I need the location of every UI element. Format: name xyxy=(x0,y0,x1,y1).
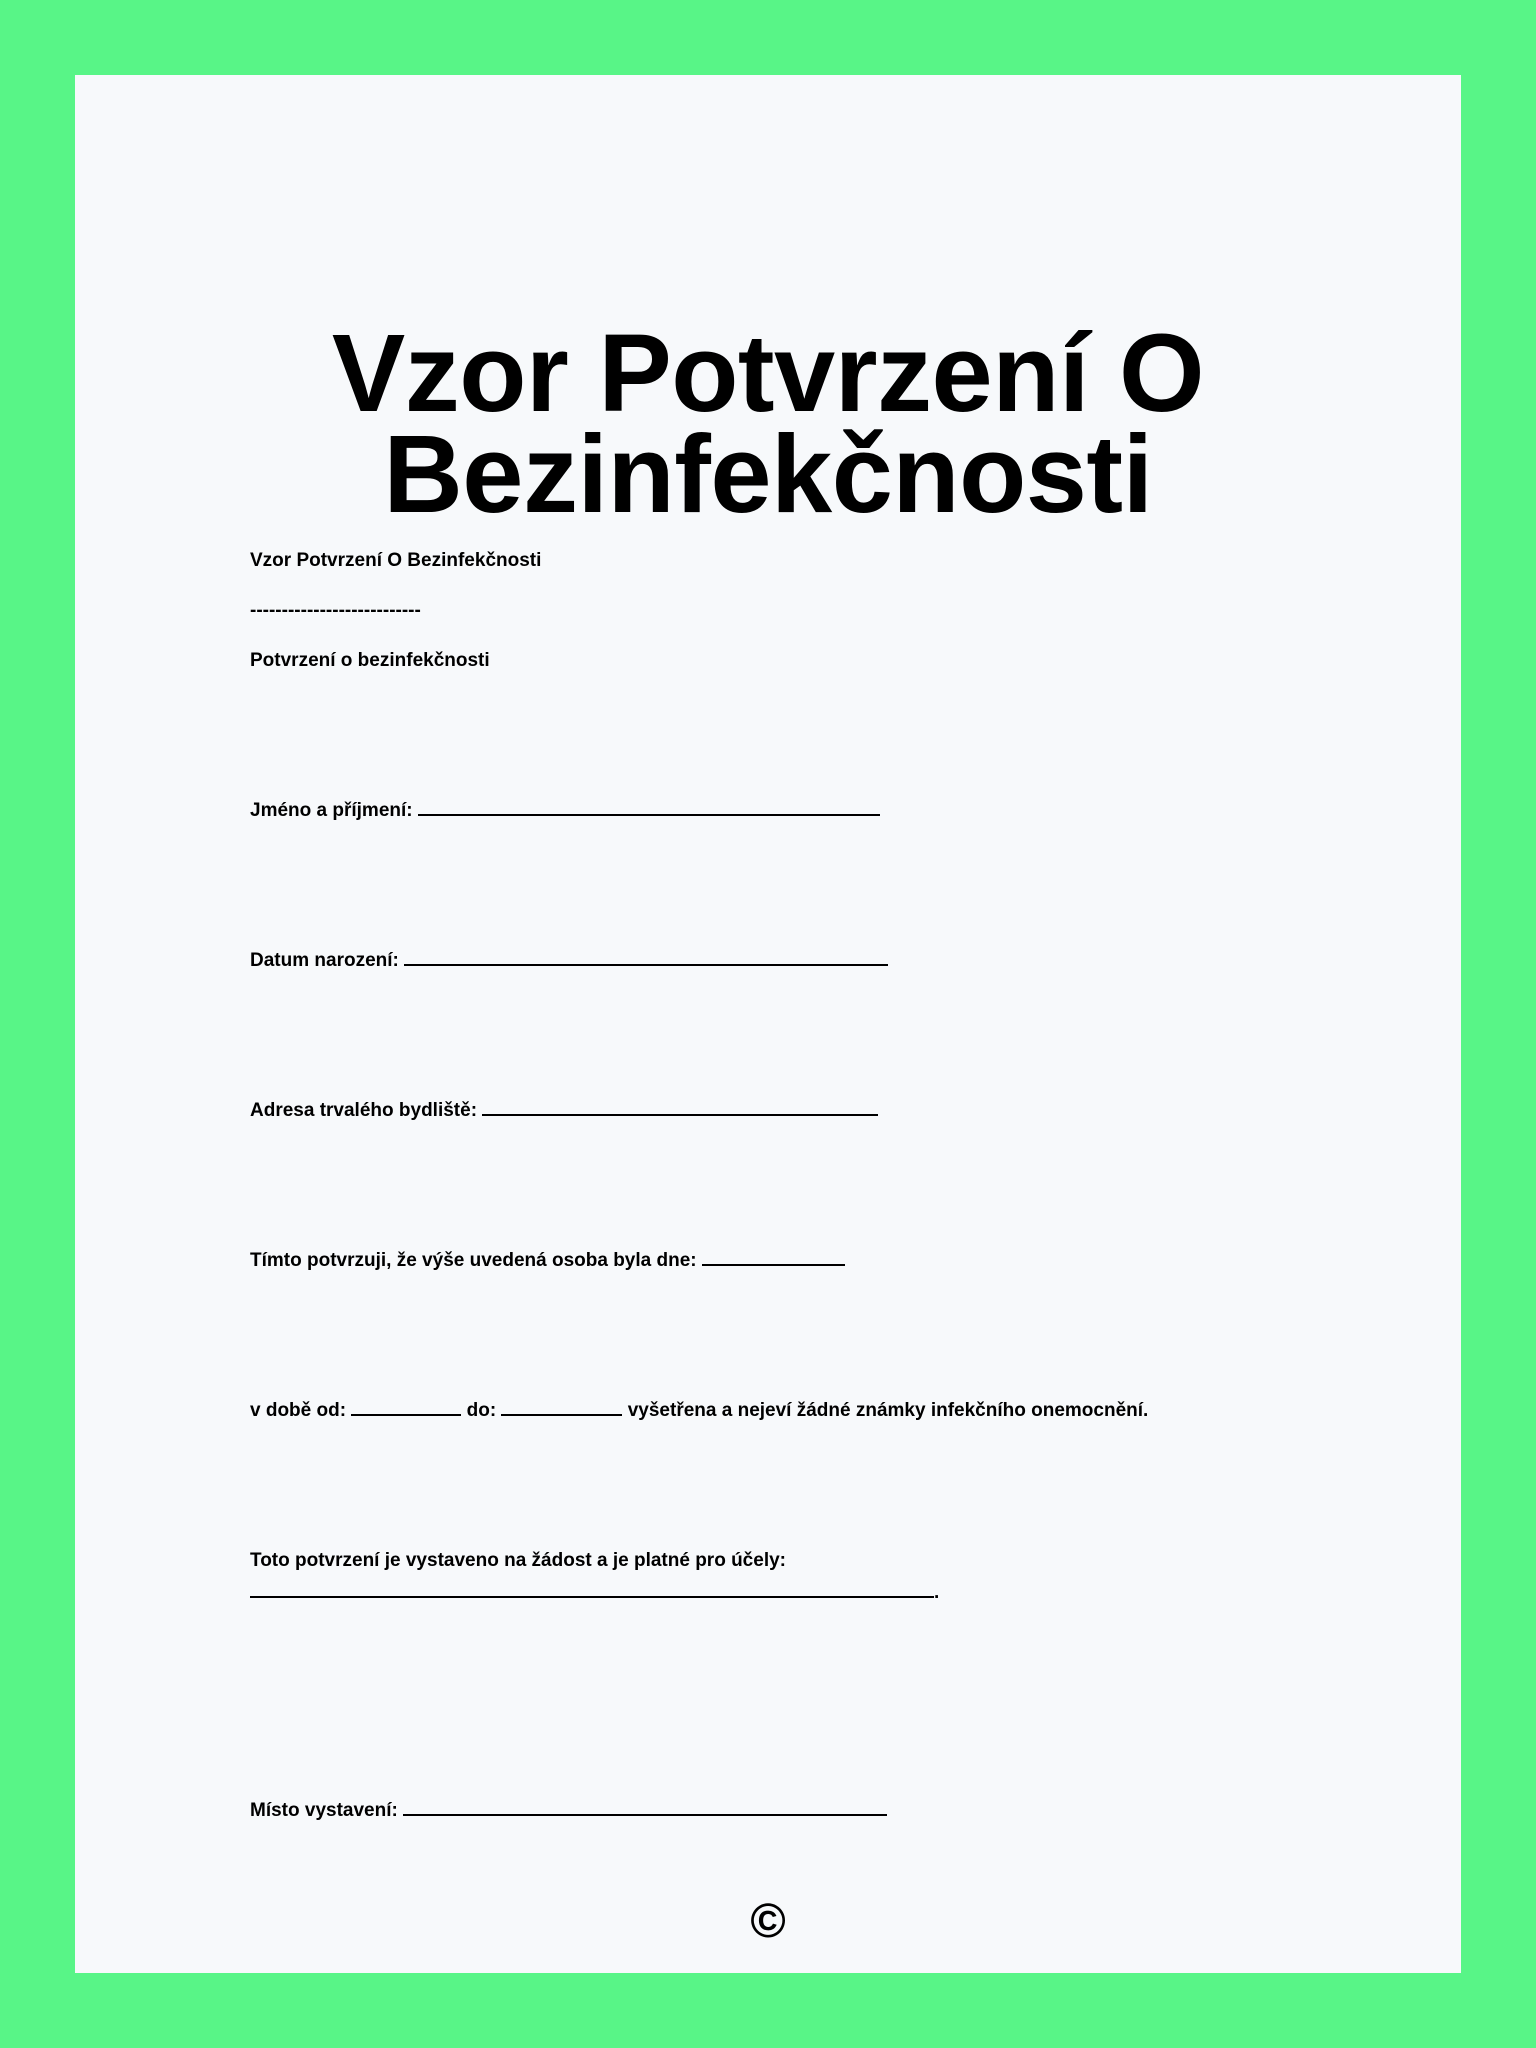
document-page xyxy=(75,75,1461,1973)
place-blank[interactable] xyxy=(403,1794,887,1816)
examination-date-blank[interactable] xyxy=(702,1244,845,1266)
divider: --------------------------- xyxy=(250,600,421,621)
period-to-blank[interactable] xyxy=(501,1394,622,1416)
name-label: Jméno a příjmení: xyxy=(250,800,413,821)
period-from-label: v době od: xyxy=(250,1400,347,1421)
period-to-label: do: xyxy=(466,1400,497,1421)
place-field xyxy=(250,1792,887,1830)
confirmation-field xyxy=(250,1242,845,1280)
name-blank[interactable] xyxy=(418,794,880,816)
address-label: Adresa trvalého bydliště: xyxy=(250,1100,478,1121)
birth-date-blank[interactable] xyxy=(404,944,888,966)
purpose-blank[interactable] xyxy=(250,1576,934,1598)
name-field xyxy=(250,792,880,830)
period-from-blank[interactable] xyxy=(351,1394,461,1416)
birth-date-field xyxy=(250,942,888,980)
purpose-end: . xyxy=(934,1582,940,1603)
document-subtitle: Vzor Potvrzení O Bezinfekčnosti xyxy=(250,550,542,571)
birth-date-label: Datum narození: xyxy=(250,950,399,971)
period-result-text: vyšetřena a nejeví žádné známky infekčního onemocnění. xyxy=(627,1400,1149,1421)
purpose-label: Toto potvrzení je vystaveno na žádost a je platné pro účely: xyxy=(250,1550,786,1571)
certificate-heading: Potvrzení o bezinfekčnosti xyxy=(250,650,490,671)
period-field xyxy=(250,1392,1148,1430)
purpose-field xyxy=(250,1574,939,1612)
copyright-symbol: © xyxy=(750,1895,786,1948)
document-title: Vzor Potvrzení O Bezinfekčnosti xyxy=(331,312,1205,536)
address-blank[interactable] xyxy=(482,1094,878,1116)
place-label: Místo vystavení: xyxy=(250,1800,398,1821)
confirmation-label: Tímto potvrzuji, že výše uvedená osoba byla dne: xyxy=(250,1250,697,1271)
address-field xyxy=(250,1092,878,1130)
